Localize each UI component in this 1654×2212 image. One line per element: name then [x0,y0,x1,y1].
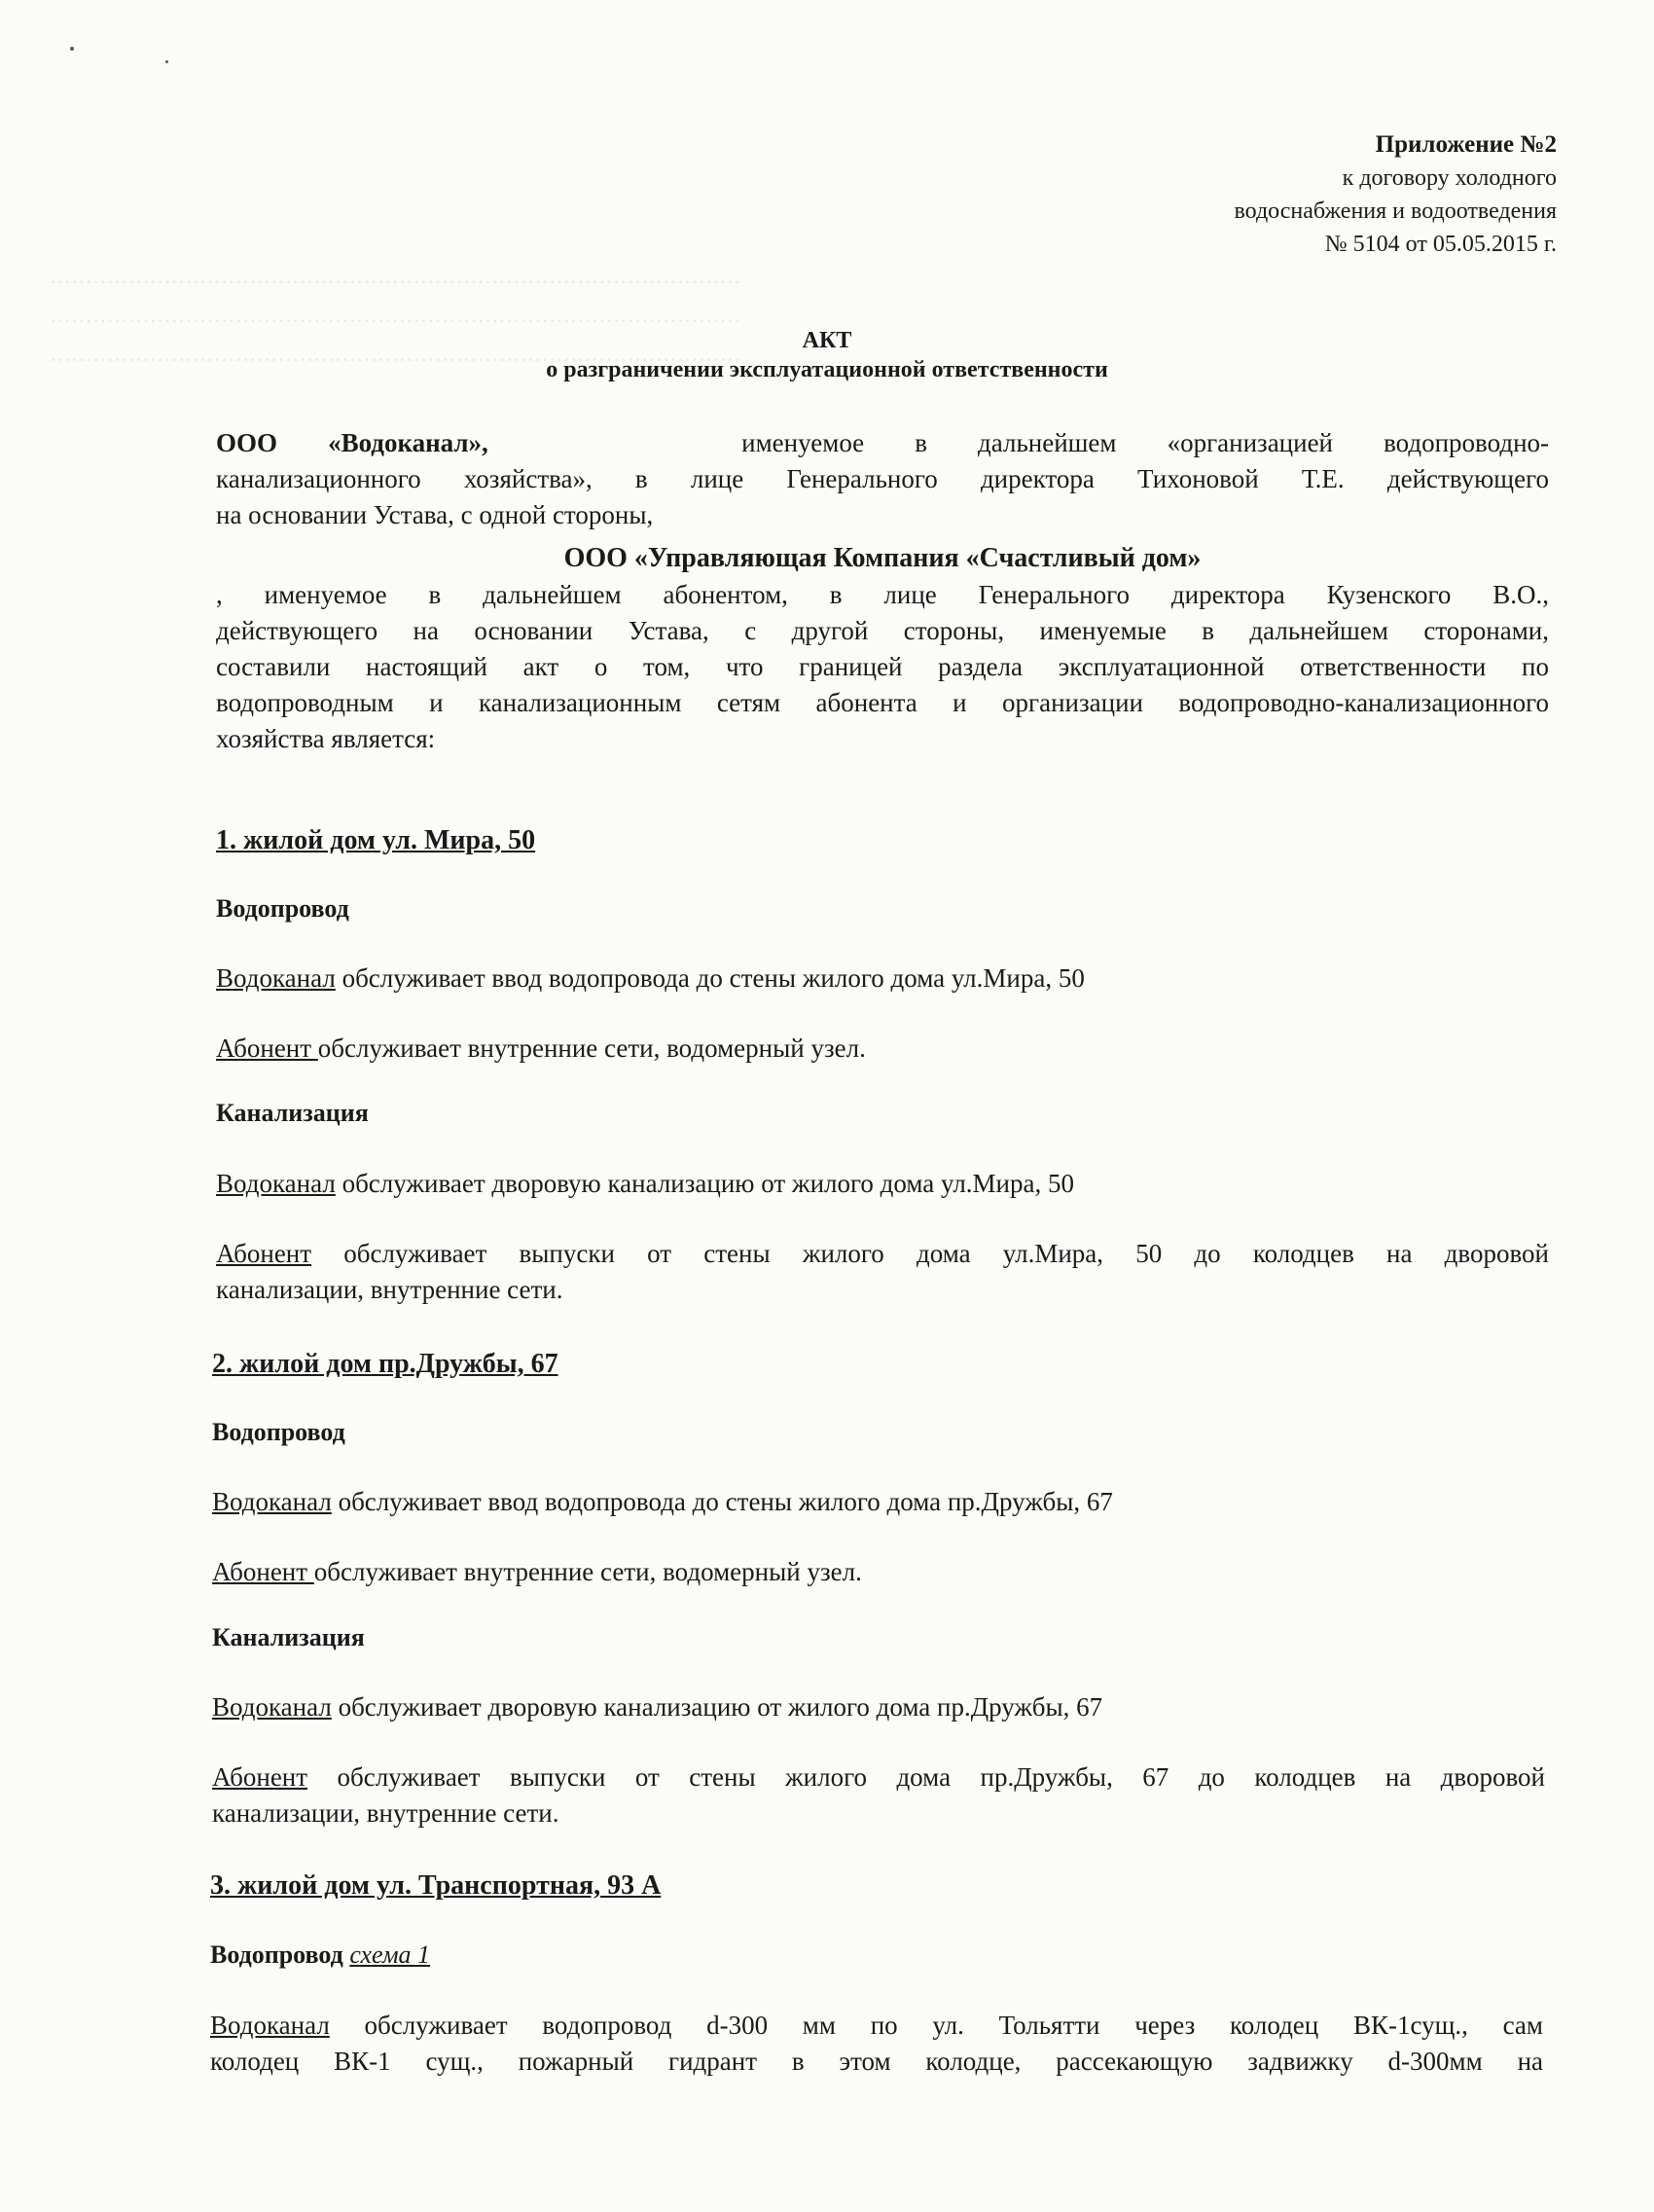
party-one-text: именуемое в дальнейшем «организацией водопроводно- [741,428,1550,457]
section-2-sewer-title: Канализация [212,1623,365,1651]
party-two-line: действующего на основании Устава, с другой стороны, именуемые в дальнейшем сторонами, [216,616,1549,645]
section-text-line: колодец ВК-1 сущ., пожарный гидрант в этом колодце, рассекающую задвижку d-300мм на [210,2047,1543,2076]
section-text: обслуживает ввод водопровода до стены жилого дома пр.Дружбы, 67 [331,1487,1113,1516]
party-two-line: хозяйства является: [216,724,436,753]
party-subject: Водоканал [210,2011,330,2040]
section-text: обслуживает ввод водопровода до стены жилого дома ул.Мира, 50 [335,963,1085,993]
section-2-heading: 2. жилой дом пр.Дружбы, 67 [212,1349,558,1379]
party-two-line: водопроводным и канализационным сетям абонента и организации водопроводно-канализационного [216,688,1549,717]
section-2-water-line-1 [212,1484,1545,1520]
section-2-water-line-2 [212,1554,1545,1590]
party-subject: Водоканал [212,1487,332,1516]
party-subject: Водоканал [212,1692,332,1722]
section-text-line [210,2008,1543,2044]
appendix-title: Приложение №2 [1375,131,1557,158]
section-text: обслуживает дворовую канализацию от жилого дома ул.Мира, 50 [335,1169,1074,1198]
party-subject: Водоканал [216,963,336,993]
section-text-line [212,1759,1545,1795]
section-text: обслуживает внутренние сети, водомерный узел. [313,1557,862,1586]
party-one-line [216,425,1549,461]
act-title: АКТ [802,328,852,353]
party-subject: Абонент [216,1239,312,1268]
party-subject: Водоканал [216,1169,336,1198]
section-1-water-line-2 [216,1031,1549,1067]
section-text-line: канализации, внутренние сети. [216,1275,563,1304]
act-subtitle: о разграничении эксплуатационной ответственности [546,357,1108,382]
section-text: обслуживает внутренние сети, водомерный узел. [317,1033,866,1063]
party-two-name: ООО «Управляющая Компания «Счастливый дом» [563,543,1202,573]
show-through-ghost: ································································································· ································································································· ································································································· [50,270,741,372]
section-text-line: канализации, внутренние сети. [212,1798,559,1828]
section-text-line [216,1236,1549,1272]
section-1-water-title: Водопровод [216,894,349,923]
section-3-water-title [210,1939,430,1972]
section-1-sewer-line-2 [216,1236,1549,1308]
appendix-line: к договору холодного [1342,165,1557,191]
party-subject: Абонент [212,1557,314,1586]
party-two-line: составили настоящий акт о том, что границей раздела эксплуатационной ответственности по [216,652,1549,681]
section-1-sewer-title: Канализация [216,1099,369,1127]
party-one-line: канализационного хозяйства», в лице Генерального директора Тихоновой Т.Е. действующего [216,464,1549,493]
section-2-sewer-line-1 [212,1689,1545,1725]
section-text: обслуживает выпуски от стены жилого дома пр.Дружбы, 67 до колодцев на дворовой [307,1762,1545,1792]
party-subject: Абонент [216,1033,318,1063]
section-2-water-title: Водопровод [212,1418,345,1446]
section-1-heading: 1. жилой дом ул. Мира, 50 [216,825,536,855]
party-one-line: на основании Устава, с одной стороны, [216,500,654,529]
party-one-paragraph [216,425,1549,533]
appendix-line: водоснабжения и водоотведения [1234,199,1557,224]
scheme-reference: схема 1 [349,1940,431,1969]
section-3-heading: 3. жилой дом ул. Транспортная, 93 А [210,1870,662,1901]
water-title-text: Водопровод [210,1940,343,1969]
scan-speck [165,60,168,63]
section-3-water-line-1 [210,2008,1543,2080]
appendix-header [876,128,1557,261]
section-text: обслуживает дворовую канализацию от жилого дома пр.Дружбы, 67 [331,1692,1103,1722]
party-two-paragraph [216,577,1549,757]
act-title-block [0,326,1654,384]
party-two-line: , именуемое в дальнейшем абонентом, в лице Генерального директора Кузенского В.О., [216,580,1549,609]
section-1-sewer-line-1 [216,1166,1549,1202]
section-text: обслуживает водопровод d-300 мм по ул. Тольятти через колодец ВК-1сущ., сам [329,2011,1543,2040]
section-1-water-line-1 [216,961,1549,997]
party-subject: Абонент [212,1762,308,1792]
section-2-sewer-line-2 [212,1759,1545,1831]
section-text: обслуживает выпуски от стены жилого дома ул.Мира, 50 до колодцев на дворовой [311,1239,1549,1268]
party-one-name: ООО «Водоканал», [216,428,488,457]
scan-speck [70,47,74,51]
appendix-contract-number: № 5104 от 05.05.2015 г. [1324,232,1557,257]
